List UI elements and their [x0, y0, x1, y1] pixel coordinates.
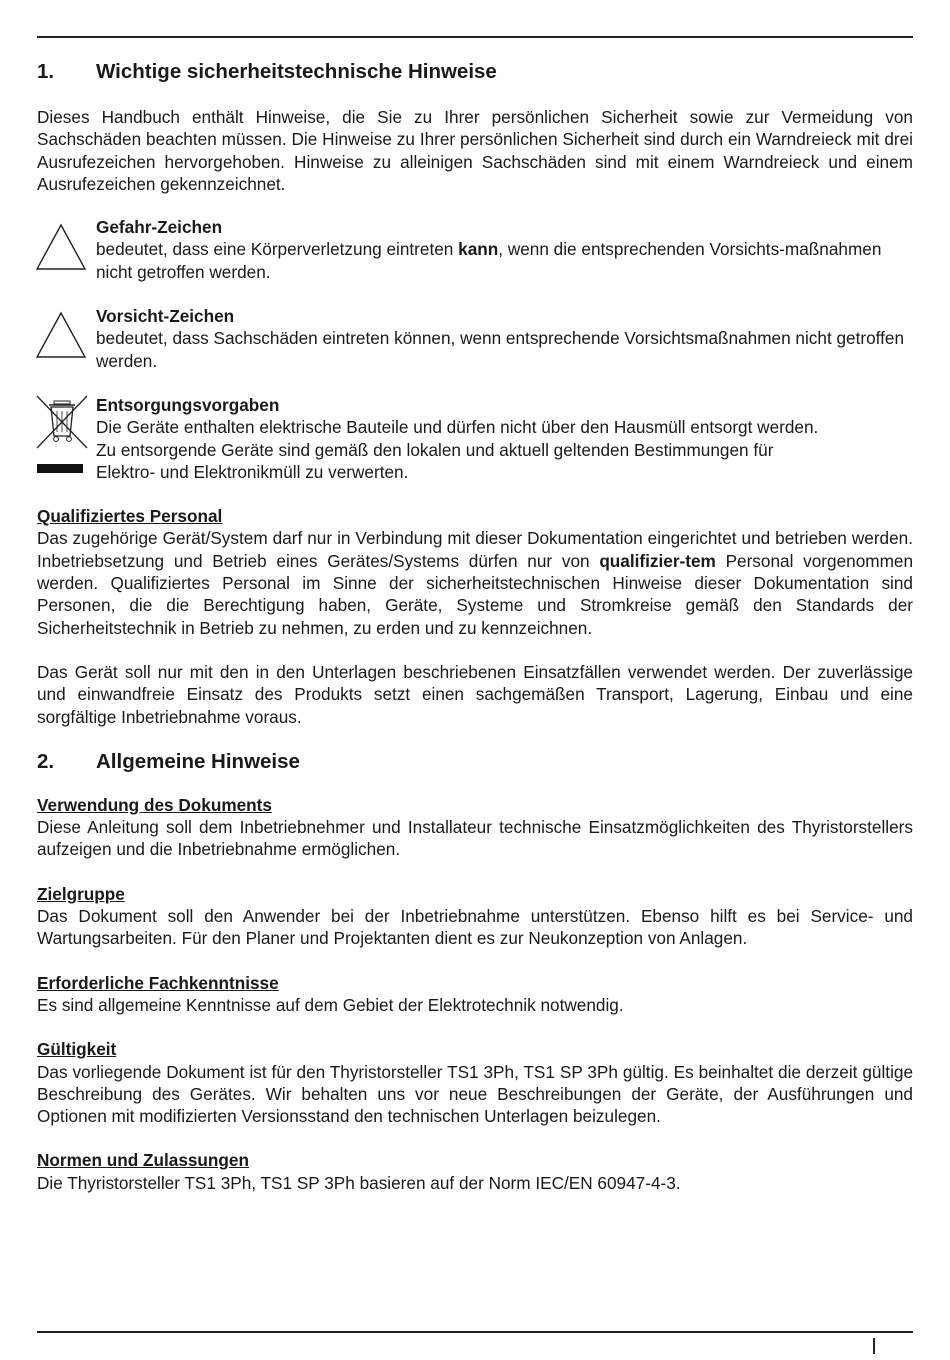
disposal-icon-cell: [37, 394, 96, 480]
block-text: Das Dokument soll den Anwender bei der Inbetriebnahme unterstützen. Ebenso hilft es bei Service- und Wartungsarbeiten. Für den Planer und Projektanten dient es zur Neukonzeption von Anlagen.: [37, 906, 913, 949]
block-heading: Gültigkeit: [37, 1039, 117, 1060]
page-marker: [873, 1338, 875, 1354]
disposal-line-1: Die Geräte enthalten elektrische Bauteile und dürfen nicht über den Hausmüll entsorgt werden.: [96, 417, 819, 438]
section-number: 2.: [37, 749, 55, 773]
block-text: Es sind allgemeine Kenntnisse auf dem Gebiet der Elektrotechnik notwendig.: [37, 994, 624, 1015]
caution-title: Vorsicht-Zeichen: [96, 306, 235, 327]
section-2-block: [37, 1038, 913, 1127]
section-title: Wichtige sicherheitstechnische Hinweise: [96, 60, 497, 83]
section-2-block: [37, 972, 913, 1017]
disposal-notice: [37, 394, 913, 483]
block-heading: Zielgruppe: [37, 883, 125, 904]
top-rule: [37, 36, 913, 38]
warning-triangle-icon: [35, 311, 87, 359]
section-2-block: [37, 794, 913, 861]
section-1-heading: [37, 58, 913, 86]
page-content: [37, 58, 913, 1194]
qualified-heading: Qualifiziertes Personal: [37, 506, 223, 527]
intro-paragraph: Dieses Handbuch enthält Hinweise, die Sie zu Ihrer persönlichen Sicherheit sowie zur Vermeidung von Sachschäden beachten müssen. Die Hinweise zu Ihrer persönlichen Sicherheit sind durch ein Warndreieck mit drei Ausrufezeichen hervorgehoben. Hinweise zu alleinigen Sachschäden sind mit einem Warndreieck und einem Ausrufezeichen gekennzeichnet.: [37, 107, 913, 194]
qualified-personnel-block: [37, 505, 913, 639]
section-2-block: [37, 1149, 913, 1194]
danger-notice: [37, 216, 913, 283]
qualified-text: Das zugehörige Gerät/System darf nur in Verbindung mit dieser Dokumentation eingerichtet und betrieben werden. Inbetriebsetzung und Betrieb eines Gerätes/Systems dürfen nur von qualifizier-tem Personal vorgenommen werden. Qualifiziertes Personal im Sinne der sicherheitstechnischen Hinweise dieser Dokumentation sind Personen, die die Berechtigung haben, Geräte, Systeme und Stromkreise gemäß den Standards der Sicherheitstechnik in Betrieb zu nehmen, zu erden und zu kennzeichnen.: [37, 528, 914, 638]
bottom-rule: [37, 1331, 913, 1333]
block-heading: Normen und Zulassungen: [37, 1150, 249, 1171]
block-heading: Verwendung des Dokuments: [37, 794, 272, 815]
section-number: 1.: [37, 60, 55, 83]
block-text: Diese Anleitung soll dem Inbetriebnehmer und Installateur technische Einsatzmöglichkeiten des Thyristorstellers aufzeigen und die Inbetriebnahme ermöglichen.: [37, 817, 913, 860]
disposal-line-2: Zu entsorgende Geräte sind gemäß den lokalen und aktuell geltenden Bestimmungen für: [96, 439, 774, 460]
section-title: Allgemeine Hinweise: [96, 749, 300, 773]
block-heading: Erforderliche Fachkenntnisse: [37, 972, 279, 993]
block-text: Die Thyristorsteller TS1 3Ph, TS1 SP 3Ph basieren auf der Norm IEC/EN 60947-4-3.: [37, 1172, 681, 1193]
warning-triangle-icon: [35, 223, 87, 271]
crossed-out-wheelie-bin-icon: [35, 394, 91, 480]
danger-text: bedeutet, dass eine Körperverletzung eintreten kann, wenn die entsprechenden Vorsichts-maßnahmen nicht getroffen werden.: [96, 239, 882, 282]
disposal-line-3: Elektro- und Elektronikmüll zu verwerten.: [96, 461, 409, 482]
disposal-title: Entsorgungsvorgaben: [96, 394, 280, 415]
block-text: Das vorliegende Dokument ist für den Thyristorsteller TS1 3Ph, TS1 SP 3Ph gültig. Es beinhaltet die derzeit gültige Beschreibung des Gerätes. Wir behalten uns vor neue Beschreibungen der Geräte, der Ausführungen und Optionen mit modifizierten Versionsstand den technischen Unterlagen beizulegen.: [37, 1061, 913, 1127]
section-2-heading: [37, 748, 913, 776]
section-2-block: [37, 883, 913, 950]
usage-paragraph: Das Gerät soll nur mit den in den Unterlagen beschriebenen Einsatzfällen verwendet werden. Der zuverlässige und einwandfreie Einsatz des Produkts setzt einen sachgemäßen Transport, Lagerung, Einbau und eine sorgfältige Inbetriebnahme voraus.: [37, 661, 913, 727]
caution-notice: [37, 305, 913, 372]
danger-title: Gefahr-Zeichen: [96, 217, 223, 238]
caution-text: bedeutet, dass Sachschäden eintreten können, wenn entsprechende Vorsichtsmaßnahmen nicht getroffen werden.: [96, 328, 905, 371]
